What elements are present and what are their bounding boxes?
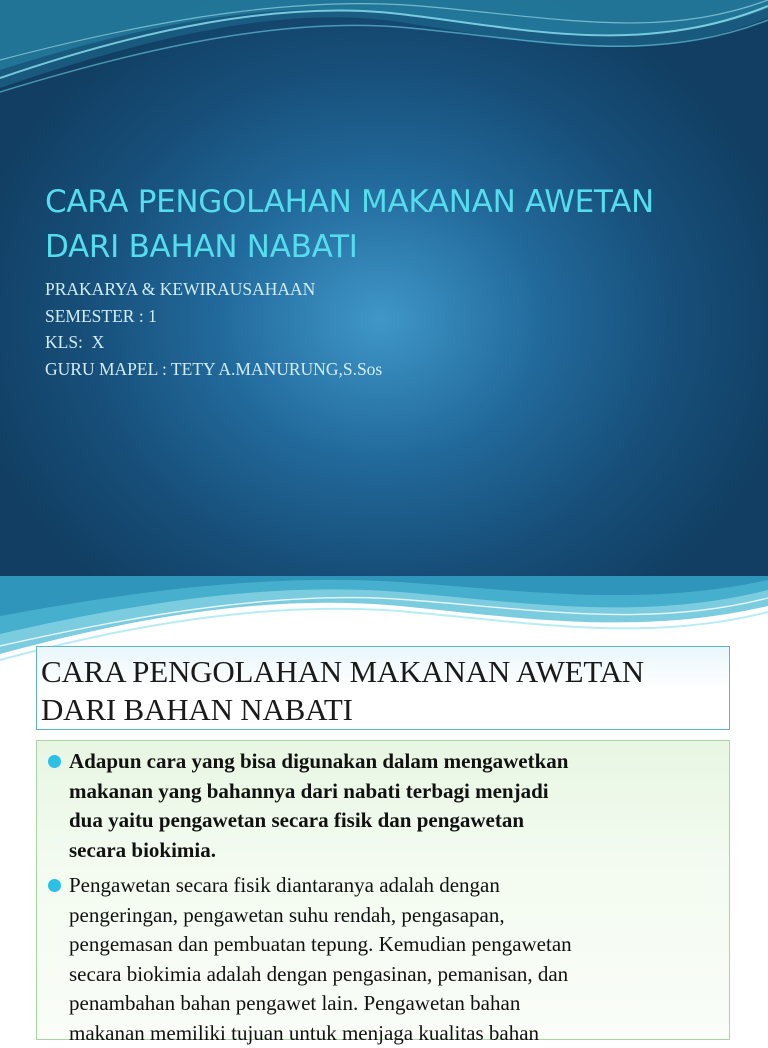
content-title-box: [36, 646, 730, 730]
bullet-line: secara biokimia.: [69, 836, 729, 866]
content-slide: [0, 576, 768, 1024]
subject-line: PRAKARYA & KEWIRAUSAHAAN: [45, 276, 382, 303]
slide-title-line-2: DARI BAHAN NABATI: [45, 225, 745, 270]
semester-line: SEMESTER : 1: [45, 303, 382, 330]
slide-subtitle: [45, 276, 382, 382]
bullet-line: dua yaitu pengawetan secara fisik dan pengawetan: [69, 806, 729, 836]
bullet-dot-icon: [48, 879, 61, 892]
slide-title-line-1: CARA PENGOLAHAN MAKANAN AWETAN: [45, 180, 745, 225]
bullet-line: pengemasan dan pembuatan tepung. Kemudian pengawetan: [69, 930, 729, 960]
bullet-dot-icon: [48, 755, 61, 768]
bullet-line: Adapun cara yang bisa digunakan dalam mengawetkan: [69, 747, 729, 777]
bullet-text: [69, 747, 729, 865]
bullet-line: secara biokimia adalah dengan pengasinan, pemanisan, dan: [69, 960, 729, 990]
content-title: [41, 653, 644, 729]
class-line: KLS: X: [45, 329, 382, 356]
bullet-line: Pengawetan secara fisik diantaranya adalah dengan: [69, 871, 729, 901]
content-title-line-2: DARI BAHAN NABATI: [41, 691, 644, 729]
slide-title: [45, 180, 745, 270]
content-body-box: [36, 740, 730, 1040]
bullet-line: makanan memiliki tujuan untuk menjaga kualitas bahan: [69, 1019, 729, 1048]
bullet-text: [69, 871, 729, 1048]
bullet-line: penambahan bahan pengawet lain. Pengawetan bahan: [69, 989, 729, 1019]
bullet-line: pengeringan, pengawetan suhu rendah, pengasapan,: [69, 901, 729, 931]
teacher-line: GURU MAPEL : TETY A.MANURUNG,S.Sos: [45, 356, 382, 383]
bullet-line: makanan yang bahannya dari nabati terbagi menjadi: [69, 777, 729, 807]
decorative-wave-header: [0, 0, 768, 120]
content-title-line-1: CARA PENGOLAHAN MAKANAN AWETAN: [41, 653, 644, 691]
